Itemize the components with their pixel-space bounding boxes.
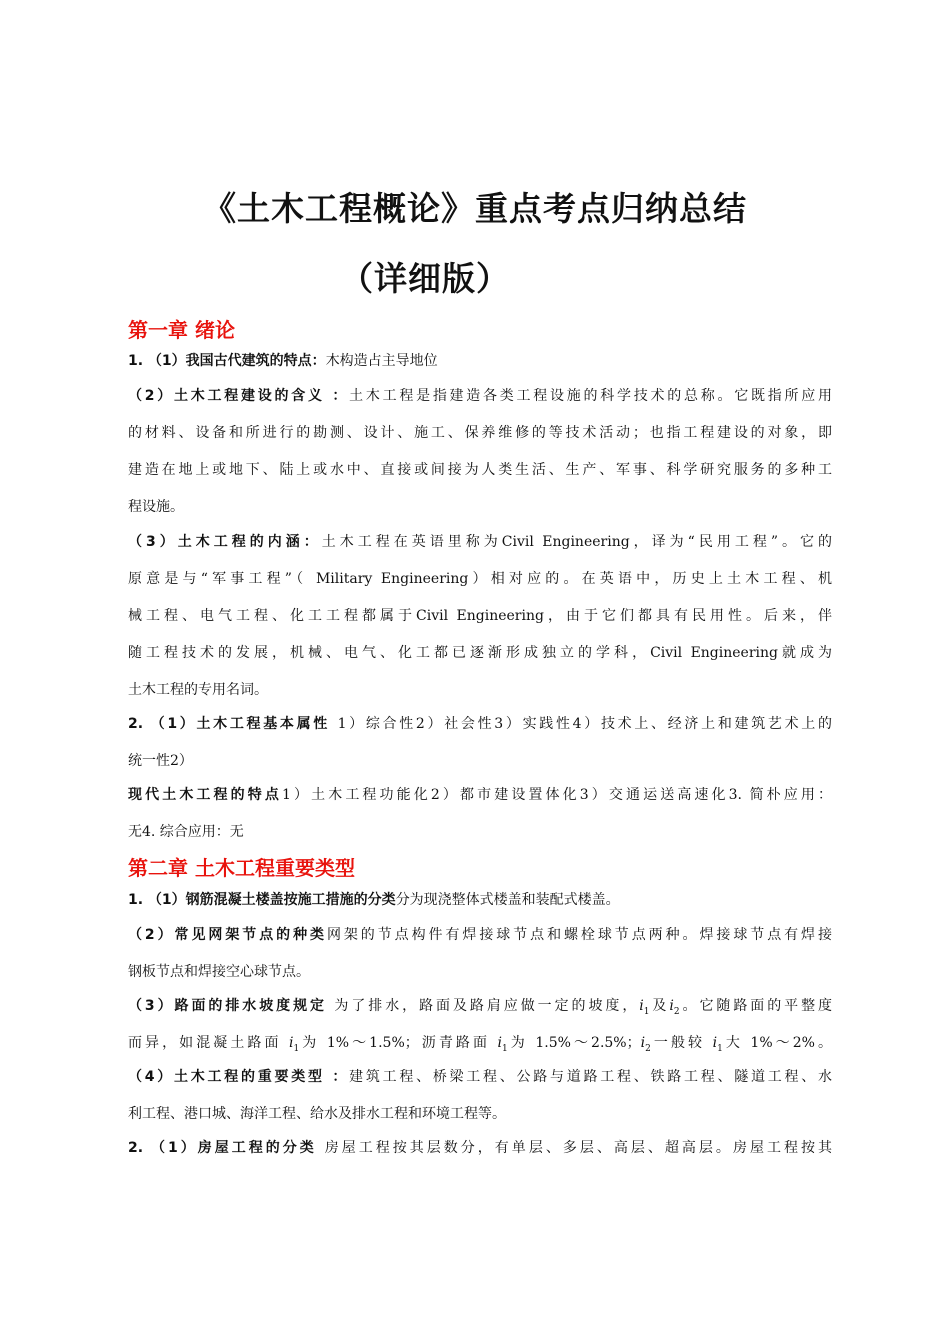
ch1-item-5-text: 1）土木工程功能化2）都市建设置体化3）交通运送高速化3. 简朴应用： [281, 787, 832, 803]
ch2-item-4-label: （4）土木工程的重要类型 ： [128, 1069, 350, 1085]
ch2-item-3-text-b: 。它随路面的平整度 [679, 998, 832, 1014]
ch2-item-5-label: 2. （1）房屋工程的分类 [128, 1140, 325, 1156]
symbol-i2: i [669, 998, 674, 1014]
ch2-item-3-line-2 [128, 1033, 832, 1059]
chapter-1-heading: 第一章 绪论 [128, 318, 235, 342]
ch2-item-4-line-1 [128, 1067, 832, 1087]
ch1-item-3-label: （3）土木工程的内涵： [128, 534, 322, 550]
ch1-item-5-label: 现代土木工程的特点 [128, 787, 282, 803]
ch1-item-5-line-1 [128, 785, 832, 805]
ch1-item-2-line-2: 的材料、设备和所进行的勘测、设计、施工、保养维修的等技术活动；也指工程建设的对象，即 [128, 425, 832, 441]
ch2-item-2-line-1 [128, 925, 832, 945]
symbol-i2: i [640, 1035, 646, 1051]
ch1-item-3-line-3: 械工程、电气工程、化工工程都属于Civil Engineering，由于它们都具有民用性。后来，伴 [128, 608, 832, 624]
ch2-item-3-text-a: 为了排水，路面及路肩应做一定的坡度， [327, 998, 640, 1014]
chapter-2-heading: 第二章 土木工程重要类型 [128, 856, 355, 880]
ch2-item-3-and: 及 [649, 998, 670, 1014]
ch1-item-2-line-3: 建造在地上或地下、陆上或水中、直接或间接为人类生活、生产、军事、科学研究服务的多种工 [128, 462, 832, 478]
ch2-item-5-text: 房屋工程按其层数分，有单层、多层、高层、超高层。房屋工程按其 [324, 1140, 832, 1156]
ch1-item-3-text: 土木工程在英语里称为Civil Engineering，译为“民用工程”。它的 [321, 534, 832, 550]
ch1-item-2-text: 土木工程是指建造各类工程设施的科学技术的总称。它既指所应用 [349, 388, 832, 404]
ch2-item-3-text-d: 为 1%～1.5%；沥青路面 [299, 1035, 498, 1051]
ch1-item-3-line-1 [128, 532, 832, 552]
ch2-item-1-label: 1. （1）钢筋混凝土楼盖按施工措施的分类 [128, 892, 396, 908]
ch2-item-4-text: 建筑工程、桥梁工程、公路与道路工程、铁路工程、隧道工程、水 [349, 1069, 832, 1085]
symbol-i1-sub: 1 [643, 1006, 650, 1017]
symbol-i1: i [712, 1035, 718, 1051]
ch1-item-3-line-5: 土木工程的专用名词。 [128, 682, 268, 698]
ch1-item-3-line-2: 原意是与“军事工程”（ Military Engineering）相对应的。在英语中，历史上土木工程、机 [128, 571, 832, 587]
ch1-item-5-line-2: 无4. 综合应用：无 [128, 824, 244, 840]
symbol-i1-sub: 1 [717, 1043, 723, 1054]
symbol-i1: i [289, 1035, 294, 1051]
ch2-item-3-text-f: 一般较 [650, 1035, 713, 1051]
symbol-i1: i [497, 1035, 503, 1051]
ch2-item-1-text: 分为现浇整体式楼盖和装配式楼盖。 [395, 892, 620, 908]
ch1-item-3-line-4: 随工程技术的发展，机械、电气、化工都已逐渐形成独立的学科，Civil Engineering就成为 [128, 645, 832, 661]
ch1-item-4-line-1 [128, 714, 832, 734]
ch2-item-5-line-1 [128, 1138, 832, 1158]
ch1-item-4-label: 2. （1）土木工程基本属性 [128, 716, 338, 732]
ch2-item-2-label: （2）常见网架节点的种类 [128, 927, 327, 943]
ch1-item-1 [128, 351, 832, 371]
ch2-item-2-line-2: 钢板节点和焊接空心球节点。 [128, 964, 310, 980]
ch2-item-3-text-g: 大 1%～2%。 [722, 1035, 832, 1051]
document-title: 《土木工程概论》重点考点归纳总结 [203, 189, 747, 228]
ch1-item-4-text: 1）综合性2）社会性3）实践性4）技术上、经济上和建筑艺术上的 [337, 716, 832, 732]
ch1-item-1-label: 1. （1）我国古代建筑的特点： [128, 353, 326, 369]
ch1-item-2-line-4: 程设施。 [128, 499, 184, 515]
ch2-item-3-line-1 [128, 996, 832, 1022]
symbol-i1-sub: 1 [293, 1043, 300, 1054]
symbol-i1: i [639, 998, 644, 1014]
ch1-item-2-label: （2）土木工程建设的含义 ： [128, 388, 350, 404]
symbol-i2-sub: 2 [673, 1006, 680, 1017]
ch2-item-1 [128, 890, 832, 910]
ch1-item-2-line-1 [128, 386, 832, 406]
ch2-item-3-text-e: 为 1.5%～2.5%； [507, 1035, 641, 1051]
ch1-item-1-text: 木构造占主导地位 [325, 353, 438, 369]
symbol-i1-sub: 1 [502, 1043, 508, 1054]
ch2-item-4-line-2: 利工程、港口城、海洋工程、给水及排水工程和环境工程等。 [128, 1106, 506, 1122]
ch2-item-3-label: （3）路面的排水坡度规定 [128, 998, 327, 1014]
document-subtitle: （详细版） [340, 259, 510, 298]
ch2-item-2-text: 网架的节点构件有焊接球节点和螺栓球节点两种。焊接球节点有焊接 [326, 927, 832, 943]
ch2-item-3-text-c: 而异，如混凝土路面 [128, 1035, 290, 1051]
symbol-i2-sub: 2 [645, 1043, 651, 1054]
ch1-item-4-line-2: 统一性2） [128, 753, 193, 769]
